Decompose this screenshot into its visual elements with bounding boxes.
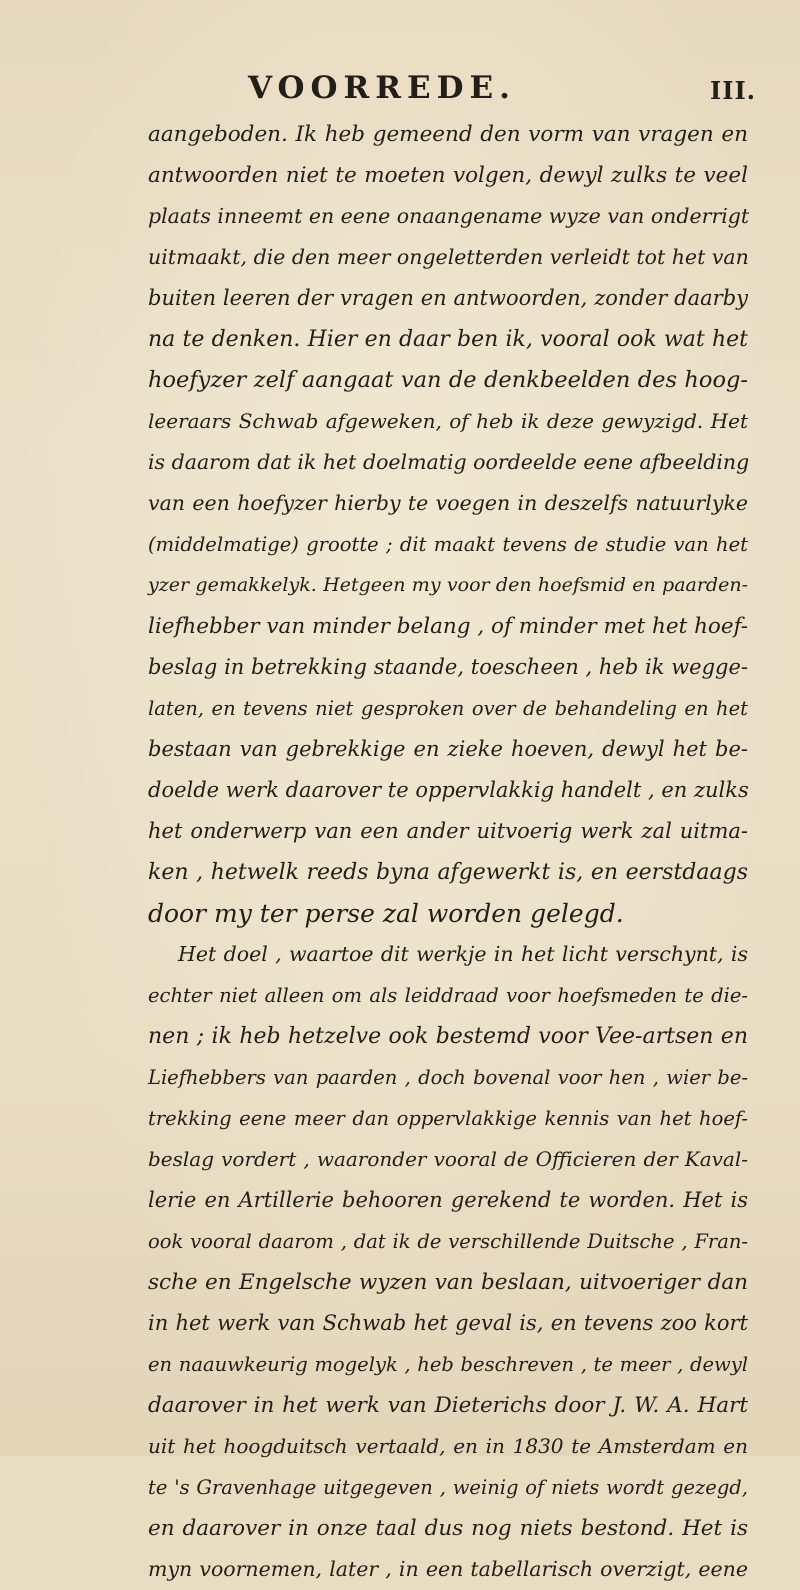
text-line: in het werk van Schwab het geval is, en tevens zoo kort bbox=[148, 1311, 748, 1335]
text-line: bestaan van gebrekkige en zieke hoeven, dewyl het be- bbox=[148, 737, 748, 761]
text-line: liefhebber van minder belang , of minder met het hoef- bbox=[148, 614, 749, 639]
text-line: echter niet alleen om als leiddraad voor hoefsmeden te die- bbox=[148, 984, 748, 1007]
text-line: van een hoefyzer hierby te voegen in deszelfs natuurlyke bbox=[148, 491, 748, 515]
text-line: sche en Engelsche wyzen van beslaan, uitvoeriger dan bbox=[148, 1270, 748, 1295]
text-line: buiten leeren der vragen en antwoorden, zonder daarby bbox=[148, 286, 748, 310]
paragraph-start-line: Het doel , waartoe dit werkje in het licht verschynt, is bbox=[178, 942, 748, 966]
text-line: ken , hetwelk reeds byna afgewerkt is, en eerstdaags bbox=[148, 860, 748, 885]
text-line: ook vooral daarom , dat ik de verschillende Duitsche , Fran- bbox=[148, 1230, 748, 1253]
text-line: beslag vordert , waaronder vooral de Officieren der Kaval- bbox=[148, 1147, 748, 1171]
text-line: antwoorden niet te moeten volgen, dewyl zulks te veel bbox=[148, 163, 748, 188]
page-number: III. bbox=[710, 76, 757, 105]
text-line: leeraars Schwab afgeweken, of heb ik deze gewyzigd. Het bbox=[148, 409, 748, 433]
text-line: lerie en Artillerie behooren gerekend te worden. Het is bbox=[148, 1188, 748, 1212]
text-line: en daarover in onze taal dus nog niets bestond. Het is bbox=[148, 1516, 748, 1541]
body-text bbox=[148, 114, 748, 1590]
text-line: Liefhebbers van paarden , doch bovenal voor hen , wier be- bbox=[148, 1066, 748, 1089]
text-line: na te denken. Hier en daar ben ik, vooral ook wat het bbox=[148, 327, 748, 352]
text-line: is daarom dat ik het doelmatig oordeelde eene afbeelding bbox=[148, 450, 750, 474]
text-line: uitmaakt, die den meer ongeletterden verleidt tot het van bbox=[148, 245, 749, 269]
text-line: trekking eene meer dan oppervlakkige kennis van het hoef- bbox=[148, 1107, 748, 1130]
paragraph-end-line: door my ter perse zal worden gelegd. bbox=[148, 899, 624, 928]
text-line: (middelmatige) grootte ; dit maakt tevens de studie van het bbox=[148, 533, 748, 556]
text-line: laten, en tevens niet gesproken over de behandeling en het bbox=[148, 697, 748, 720]
text-line: aangeboden. Ik heb gemeend den vorm van vragen en bbox=[148, 122, 748, 147]
text-line: beslag in betrekking staande, toescheen , heb ik wegge- bbox=[148, 655, 748, 679]
text-line: het onderwerp van een ander uitvoerig werk zal uitma- bbox=[148, 819, 748, 843]
text-line: te 's Gravenhage uitgegeven , weinig of niets wordt gezegd, bbox=[148, 1476, 748, 1499]
text-line: yzer gemakkelyk. Hetgeen my voor den hoefsmid en paarden- bbox=[148, 574, 748, 596]
text-line: nen ; ik heb hetzelve ook bestemd voor Vee-artsen en bbox=[148, 1024, 748, 1049]
page-header bbox=[0, 70, 800, 110]
text-line: daarover in het werk van Dieterichs door J. W. A. Hart bbox=[148, 1393, 748, 1418]
text-line: myn voornemen, later , in een tabellarisch overzigt, eene bbox=[148, 1557, 748, 1581]
text-line: plaats inneemt en eene onaangename wyze van onderrigt bbox=[148, 204, 750, 228]
text-line: hoefyzer zelf aangaat van de denkbeelden des hoog- bbox=[148, 367, 748, 393]
text-line: uit het hoogduitsch vertaald, en in 1830 te Amsterdam en bbox=[148, 1434, 748, 1458]
text-line: en naauwkeurig mogelyk , heb beschreven , te meer , dewyl bbox=[148, 1353, 748, 1376]
running-title: VOORREDE. bbox=[248, 70, 516, 106]
text-line: doelde werk daarover te oppervlakkig handelt , en zulks bbox=[148, 778, 749, 802]
